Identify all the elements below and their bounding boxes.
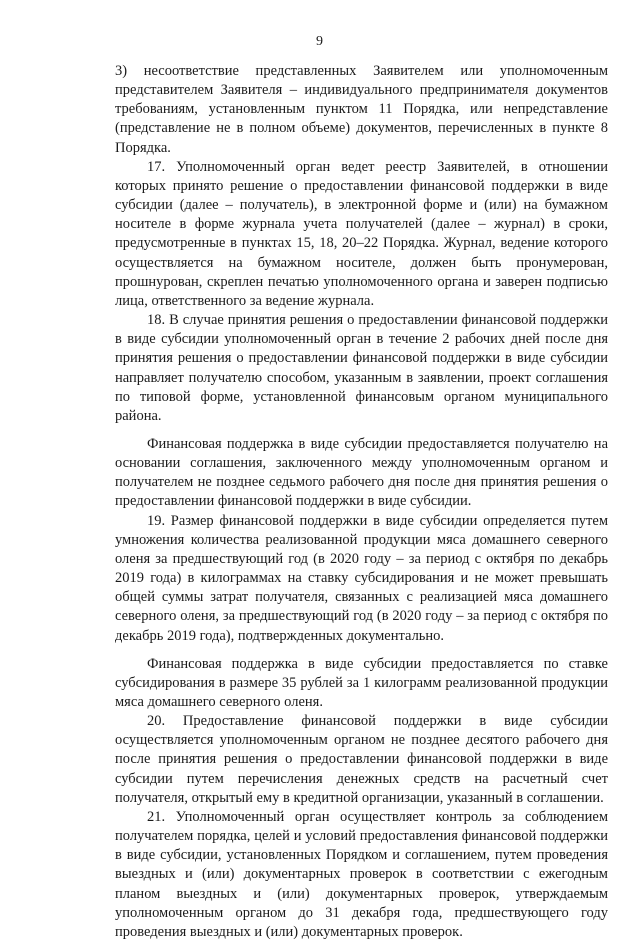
paragraph-section-21: 21. Уполномоченный орган осуществляет контроль за соблюдением получателем порядка, целей и условий предоставления финансовой поддержки в виде субсидии, установленных Порядком и соглашением, путем проведения выездных и (или) документарных проверок в соответствии с ежегодным планом выездных и (или) документарных проверок, утверждаемым уполномоченным органом до 31 декабря года, предшествующего году проведения выездных и (или) документарных проверок.	[115, 808, 608, 940]
document-body	[115, 62, 608, 942]
page-number: 9	[316, 34, 323, 49]
paragraph-section-18: 18. В случае принятия решения о предоставлении финансовой поддержки в виде субсидии уполномоченный орган в течение 2 рабочих дней после дня принятия решения о предоставлении финансовой поддержки в виде субсидии направляет получателю способом, указанным в заявлении, проект соглашения по типовой форме, установленной финансовым органом муниципального района.	[115, 312, 608, 424]
paragraph-section-18-continuation: Финансовая поддержка в виде субсидии предоставляется получателю на основании соглашения, заключенного между уполномоченным органом и получателем не позднее седьмого рабочего дня после дня принятия решения о предоставлении финансовой поддержки в виде субсидии.	[115, 435, 608, 510]
paragraph-item-3: 3) несоответствие представленных Заявителем или уполномоченным представителем Заявителя – индивидуального предпринимателя документов требованиям, установленным пунктом 11 Порядка, или непредставление (представление не в полном объеме) документов, перечисленных в пункте 8 Порядка.	[115, 63, 608, 156]
paragraph-section-17: 17. Уполномоченный орган ведет реестр Заявителей, в отношении которых принято решение о предоставлении финансовой поддержки в виде субсидии (далее – получатель), в электронной форме и (или) на бумажном носителе в форме журнала учета получателей (далее – журнал) в сроки, предусмотренные в пунктах 15, 18, 20–22 Порядка. Журнал, ведение которого осуществляется на бумажном носителе, должен быть пронумерован, прошнурован, скреплен печатью уполномоченного органа и заверен подписью лица, ответственного за ведение журнала.	[115, 158, 608, 309]
paragraph-section-19-continuation: Финансовая поддержка в виде субсидии предоставляется по ставке субсидирования в размере 35 рублей за 1 килограмм реализованной продукции мяса домашнего северного оленя.	[115, 655, 608, 710]
paragraph-section-19: 19. Размер финансовой поддержки в виде субсидии определяется путем умножения количества реализованной продукции мяса домашнего северного оленя за предшествующий год (в 2020 году – за период с октября по декабрь 2019 года) в килограммах на ставку субсидирования и не может превышать общей суммы затрат получателя, связанных с реализацией мяса домашнего северного оленя, за предшествующий год (в 2020 году – за период с октября по декабрь 2019 года), подтвержденных документально.	[115, 512, 608, 644]
paragraph-section-20: 20. Предоставление финансовой поддержки в виде субсидии осуществляется уполномоченным органом не позднее десятого рабочего дня после принятия решения о предоставлении финансовой поддержки в виде субсидии путем перечисления денежных средств на расчетный счет получателя, открытый ему в кредитной организации, указанный в соглашении.	[115, 713, 608, 806]
